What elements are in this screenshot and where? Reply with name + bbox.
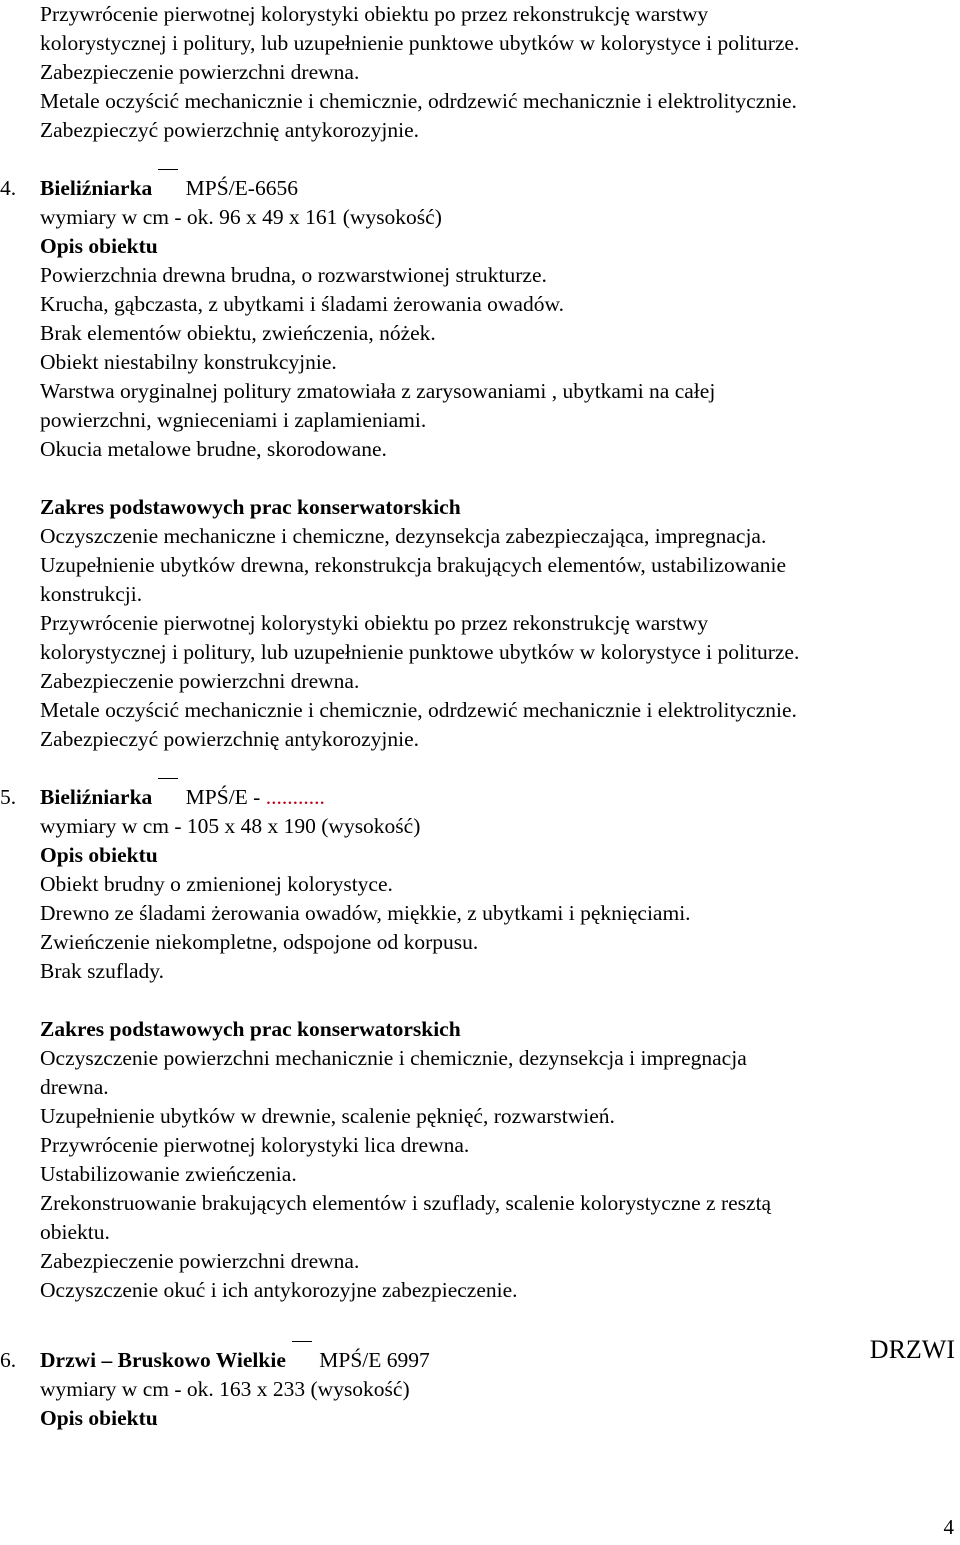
- text-line: Obiekt brudny o zmienionej kolorystyce.: [40, 872, 393, 896]
- section-label: DRZWI: [869, 1335, 955, 1364]
- text-line: Uzupełnienie ubytków drewna, rekonstrukcja brakujących elementów, ustabilizowanie: [40, 553, 787, 577]
- item-name: Bieliźniarka: [40, 176, 153, 200]
- item-6: [0, 1346, 950, 1433]
- work-heading: Zakres podstawowych prac konserwatorskich: [40, 495, 461, 519]
- text-line: Przywrócenie pierwotnej kolorystyki lica drewna.: [40, 1133, 470, 1157]
- text-line: powierzchni, wgnieceniami i zaplamieniami.: [40, 408, 427, 432]
- text-line: konstrukcji.: [40, 582, 143, 606]
- text-line: Przywrócenie pierwotnej kolorystyki obiektu po przez rekonstrukcję warstwy: [40, 611, 709, 635]
- text-line: drewna.: [40, 1075, 109, 1099]
- item-dimensions: wymiary w cm - ok. 96 x 49 x 161 (wysokość): [40, 205, 442, 229]
- text-line: Zabezpieczenie powierzchni drewna.: [40, 1249, 360, 1273]
- item-heading: [0, 783, 950, 812]
- item-code: MPŚ/E 6997: [313, 1348, 430, 1372]
- text-line: Warstwa oryginalnej politury zmatowiała z zarysowaniami , ubytkami na całej: [40, 379, 716, 403]
- text-line: Zwieńczenie niekompletne, odspojone od korpusu.: [40, 930, 479, 954]
- item-4: [0, 174, 950, 754]
- item-name: Drzwi – Bruskowo Wielkie: [40, 1348, 286, 1372]
- text-line: Oczyszczenie powierzchni mechanicznie i chemicznie, dezynsekcja i impregnacja: [40, 1046, 747, 1070]
- text-line: Brak szuflady.: [40, 959, 164, 983]
- text-line: kolorystycznej i politury, lub uzupełnienie punktowe ubytków w kolorystyce i politurze.: [40, 640, 800, 664]
- text-line: Okucia metalowe brudne, skorodowane.: [40, 437, 387, 461]
- text-line: Uzupełnienie ubytków w drewnie, scalenie pęknięć, rozwarstwień.: [40, 1104, 615, 1128]
- text-line: Obiekt niestabilny konstrukcyjnie.: [40, 350, 337, 374]
- item-code: MPŚ/E -: [180, 785, 266, 809]
- block-top: [40, 0, 950, 145]
- item-name: Bieliźniarka: [40, 785, 153, 809]
- text-line: Powierzchnia drewna brudna, o rozwarstwionej strukturze.: [40, 263, 547, 287]
- text-line: Zabezpieczyć powierzchnię antykorozyjnie.: [40, 118, 420, 142]
- description-heading: Opis obiektu: [40, 843, 158, 867]
- text-line: Metale oczyścić mechanicznie i chemicznie, odrdzewić mechanicznie i elektrolitycznie.: [40, 698, 797, 722]
- page-number: 4: [943, 1515, 954, 1539]
- text-line: Zrekonstruowanie brakujących elementów i szuflady, scalenie kolorystyczne z resztą: [40, 1191, 772, 1215]
- text-line: Brak elementów obiektu, zwieńczenia, nóżek.: [40, 321, 436, 345]
- text-line: Oczyszczenie okuć i ich antykorozyjne zabezpieczenie.: [40, 1278, 518, 1302]
- text-line: Zabezpieczyć powierzchnię antykorozyjnie.: [40, 727, 420, 751]
- item-number: 4.: [0, 176, 17, 200]
- text-line: Zabezpieczenie powierzchni drewna.: [40, 60, 360, 84]
- item-dimensions: wymiary w cm - ok. 163 x 233 (wysokość): [40, 1377, 410, 1401]
- text-line: Metale oczyścić mechanicznie i chemicznie, odrdzewić mechanicznie i elektrolitycznie.: [40, 89, 797, 113]
- description-heading: Opis obiektu: [40, 1406, 158, 1430]
- item-dimensions: wymiary w cm - 105 x 48 x 190 (wysokość): [40, 814, 421, 838]
- text-line: obiektu.: [40, 1220, 110, 1244]
- text-line: Zabezpieczenie powierzchni drewna.: [40, 669, 360, 693]
- item-heading: [0, 174, 950, 203]
- item-number: 6.: [0, 1348, 17, 1372]
- item-heading: [0, 1346, 950, 1375]
- code-placeholder: ...........: [265, 785, 325, 809]
- item-number: 5.: [0, 785, 17, 809]
- text-line: Oczyszczenie mechaniczne i chemiczne, dezynsekcja zabezpieczająca, impregnacja.: [40, 524, 767, 548]
- description-heading: Opis obiektu: [40, 234, 158, 258]
- item-code: MPŚ/E-6656: [180, 176, 298, 200]
- text-line: Drewno ze śladami żerowania owadów, miękkie, z ubytkami i pęknięciami.: [40, 901, 691, 925]
- text-line: kolorystycznej i politury, lub uzupełnienie punktowe ubytków w kolorystyce i politurze.: [40, 31, 800, 55]
- work-heading: Zakres podstawowych prac konserwatorskich: [40, 1017, 461, 1041]
- text-line: Przywrócenie pierwotnej kolorystyki obiektu po przez rekonstrukcję warstwy: [40, 2, 709, 26]
- item-5: [0, 783, 950, 1305]
- text-line: Krucha, gąbczasta, z ubytkami i śladami żerowania owadów.: [40, 292, 564, 316]
- text-line: Ustabilizowanie zwieńczenia.: [40, 1162, 297, 1186]
